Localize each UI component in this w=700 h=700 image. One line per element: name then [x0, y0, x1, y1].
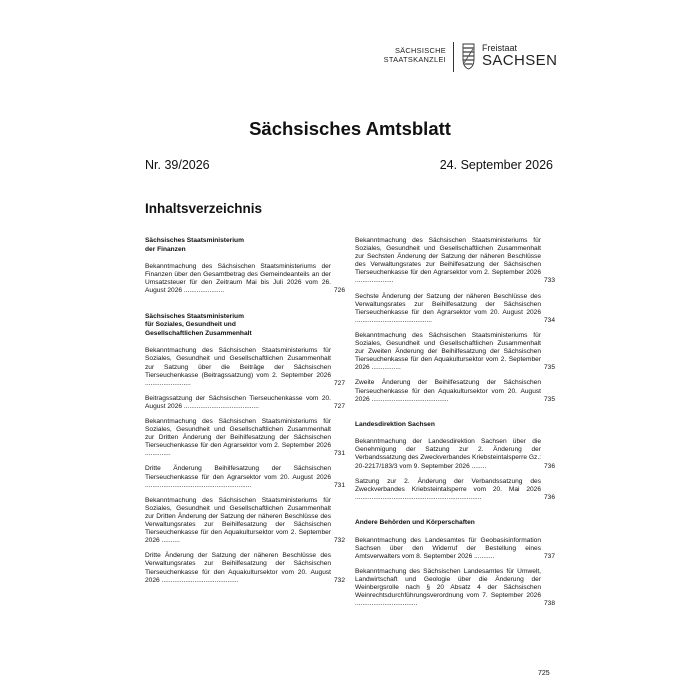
toc-entry-page: 734 — [543, 316, 555, 324]
toc-entry-text: Dritte Änderung der Satzung der näheren Beschlüsse des Verwaltungsrates zur Beihilfesatzung der Sächsischen Tierseuchenkasse für den Aquakultursektor vom 20. August 2026 .......................................... — [145, 552, 331, 584]
toc-entry-text: Dritte Änderung Beihilfesatzung der Sächsischen Tierseuchenkasse für den Agrarsektor vom 20. August 2026 .......................................................... — [145, 465, 331, 489]
section-heading-line: Sächsisches Staatsministerium — [145, 237, 244, 244]
logo-left-line2: STAATSKANZLEI — [383, 55, 446, 64]
toc-entry-page: 731 — [333, 450, 345, 458]
toc-right-column — [355, 237, 555, 615]
logo-left-line1: SÄCHSISCHE — [394, 46, 446, 55]
toc-entry[interactable] — [355, 237, 555, 286]
toc-entry-text: Bekanntmachung des Sächsischen Staatsministeriums für Soziales, Gesundheit und Gesellschaftlichen Zusammenhalt zur Zweiten Änderung der Beihilfesatzung der Sächsischen Tierseuchenkasse für den Aquakultursektor vom 2. September 2026 ................ — [355, 331, 541, 372]
section-heading-andere-behoerden: Andere Behörden und Körperschaften — [355, 518, 475, 526]
toc-entry-text: Satzung zur 2. Änderung der Verbandssatzung des Zweckverbandes Kriebsteintalsperre vom 20. Mai 2026 ..................................................................... — [355, 477, 541, 501]
toc-entry-page: 732 — [333, 576, 345, 584]
toc-entry-text: Bekanntmachung des Sächsischen Staatsministeriums für Soziales, Gesundheit und Gesellschaftlichen Zusammenhalt zur Sechsten Änderung der Satzung der näheren Beschlüsse des Verwaltungsrates zur Beihilfesatzung der Sächsischen Tierseuchenkasse für den Agrarsektor vom 2. September 2026 ..................... — [355, 237, 541, 285]
toc-entry-text: Beitragssatzung der Sächsischen Tierseuchenkasse vom 20. August 2026 ......................................... — [145, 394, 331, 410]
toc-entry[interactable] — [145, 263, 345, 295]
toc-entry-text: Bekanntmachung des Sächsischen Staatsministeriums der Finanzen über den Gesamtbetrag des Gemeindeanteils an der Umsatzsteuer für den Zeitraum Mai bis Juli 2026 vom 26. August 2026 ...................... — [145, 263, 331, 295]
toc-entry-page: 731 — [333, 481, 345, 489]
logo-staatskanzlei — [370, 46, 446, 64]
toc-entry[interactable] — [145, 347, 345, 387]
toc-entry-page: 736 — [543, 462, 555, 470]
toc-entry[interactable] — [355, 379, 555, 403]
toc-entry[interactable] — [145, 497, 345, 546]
toc-entry[interactable] — [355, 478, 555, 502]
toc-entry[interactable] — [355, 537, 555, 561]
toc-entry-text: Sechste Änderung der Satzung der näheren Beschlüsse des Verwaltungsrates zur Beihilfesatzung der Sächsischen Tierseuchenkasse für den Agrarsektor vom 20. August 2026 .......................................... — [355, 292, 541, 324]
toc-entry-page: 738 — [543, 600, 555, 608]
section-heading-line: Sächsisches Staatsministerium — [145, 312, 244, 320]
toc-entry-text: Bekanntmachung des Sächsischen Landesamtes für Umwelt, Landwirtschaft und Geologie über die Änderung der Weinbergsrolle nach § 20 Absatz 4 der Sächsischen Weinrechtsdurchführungsverordnung vom 7. September 2026 .................................. — [355, 567, 541, 608]
logo-divider — [453, 42, 454, 72]
toc-entry-text: Bekanntmachung der Landesdirektion Sachsen über die Genehmigung der Satzung zur 2. Änderung der Verbandssatzung des Zweckverbandes Kriebsteintalsperre Gz.: 20-2217/183/3 vom 9. September 2026 ........ — [355, 438, 541, 470]
section-heading-finanzen — [145, 237, 345, 254]
issue-number: Nr. 39/2026 — [145, 158, 210, 172]
toc-entry-page: 736 — [543, 493, 555, 501]
saxony-crest-icon — [462, 43, 475, 70]
section-heading-soziales — [145, 313, 345, 339]
toc-entry[interactable] — [355, 293, 555, 325]
toc-entry-text: Bekanntmachung des Sächsischen Staatsministeriums für Soziales, Gesundheit und Gesellschaftlichen Zusammenhalt zur Dritten Änderung der Beihilfesatzung der Sächsischen Tierseuchenkasse für den Agrarsektor vom 2. September 2026 .............. — [145, 418, 331, 458]
toc-left-column — [145, 237, 345, 592]
toc-entry-page: 726 — [333, 287, 345, 295]
toc-entry[interactable] — [145, 552, 345, 584]
toc-entry-text: Zweite Änderung der Beihilfesatzung der Sächsischen Tierseuchenkasse für den Aquakultursektor vom 20. August 2026 .......................................... — [355, 379, 541, 403]
toc-entry[interactable] — [145, 418, 345, 458]
logo — [370, 40, 560, 76]
section-heading-line: der Finanzen — [145, 245, 186, 253]
section-heading-landesdirektion: Landesdirektion Sachsen — [355, 420, 435, 428]
toc-entry-text: Bekanntmachung des Landesamtes für Geobasisinformation Sachsen über den Widerruf der Bestellung eines Amtsverwalters vom 8. September 2026 ........... — [355, 536, 541, 560]
toc-entry-page: 735 — [543, 395, 555, 403]
logo-sachsen: SACHSEN — [482, 52, 558, 69]
toc-heading: Inhaltsverzeichnis — [145, 201, 263, 216]
toc-entry-text: Bekanntmachung des Sächsischen Staatsministeriums für Soziales, Gesundheit und Gesellschaftlichen Zusammenhalt zur Satzung über die Beiträge der Sächsischen Tierseuchenkasse (Beitragssatzung) vom 2. September 2026 ......................... — [145, 347, 331, 387]
toc-entry[interactable] — [355, 568, 555, 608]
toc-entry[interactable] — [145, 465, 345, 489]
toc-entry-page: 735 — [543, 364, 555, 372]
toc-entry[interactable] — [355, 332, 555, 372]
page-number: 725 — [538, 670, 550, 677]
toc-entry-page: 727 — [333, 379, 345, 387]
toc-entry[interactable] — [355, 438, 555, 470]
toc-entry-page: 727 — [333, 402, 345, 410]
toc-entry-page: 733 — [543, 277, 555, 285]
toc-entry-page: 737 — [543, 552, 555, 560]
toc-entry-page: 732 — [333, 537, 345, 545]
toc-entry[interactable] — [145, 395, 345, 411]
page-title: Sächsisches Amtsblatt — [249, 118, 451, 139]
section-heading-line: Gesellschaftlichen Zusammenhalt — [145, 329, 252, 337]
issue-date: 24. September 2026 — [439, 158, 553, 172]
section-heading-line: für Soziales, Gesundheit und — [145, 321, 236, 329]
logo-freistaat: Freistaat — [482, 43, 518, 53]
toc-entry-text: Bekanntmachung des Sächsischen Staatsministeriums für Soziales, Gesundheit und Gesellschaftlichen Zusammenhalt zur Dritten Änderung der Satzung der näheren Beschlüsse des Verwaltungsrates zur Beihilfesatzung der Sächsischen Tierseuchenkasse für den Aquakultursektor vom 2. September 2026 .......... — [145, 496, 331, 545]
